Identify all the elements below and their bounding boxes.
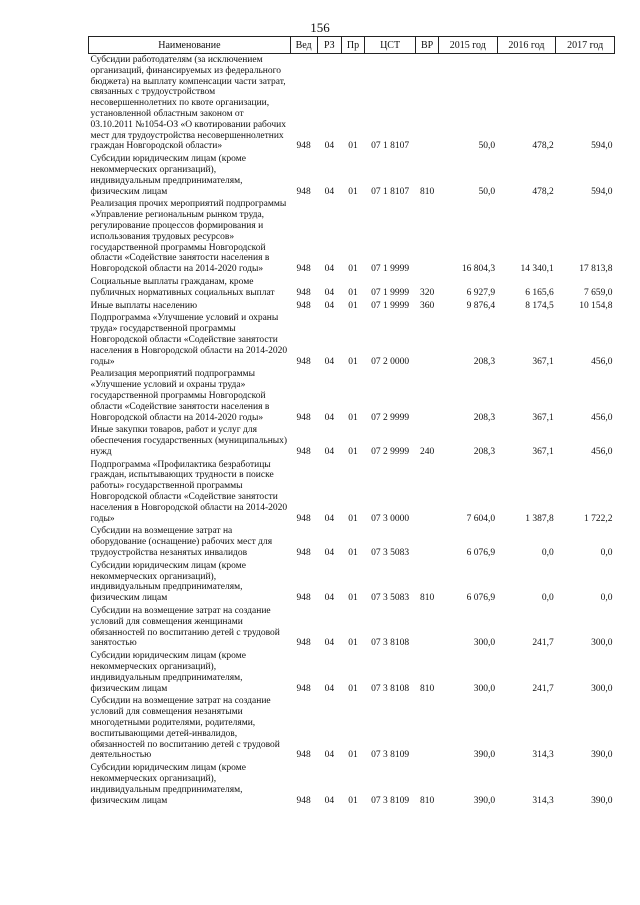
row-pr: 01: [348, 412, 358, 423]
row-name: Субсидии на возмещение затрат на оборудование (оснащение) рабочих мест для трудоустройства незанятых инвалидов: [90, 526, 273, 559]
table-row: [89, 762, 615, 807]
row-cst: 07 1 9999: [371, 264, 410, 275]
row-vr: [416, 312, 439, 368]
row-value-2017: 10 154,8: [579, 300, 613, 311]
row-rz: 04: [324, 750, 335, 761]
row-value-2015: 9 876,4: [466, 300, 496, 311]
row-pr: 01: [348, 638, 358, 649]
row-value-2015: 208,3: [473, 356, 496, 367]
row-value-2017: 594,0: [591, 186, 613, 197]
row-value-2015: 390,0: [473, 795, 496, 806]
row-name: Реализация прочих мероприятий подпрограммы «Управление региональным рынком труда, регулирование процессов формирования и использования трудовых ресурсов» государственной программы Новгородской области «Содействие занятости населения в Новгородской области на 2014-2020 годы»: [90, 199, 287, 275]
row-value-2016: 0,0: [541, 593, 554, 604]
row-cst: 07 3 8108: [371, 683, 410, 694]
row-vr: [416, 198, 439, 276]
row-vr: [416, 605, 439, 650]
table-row: [89, 368, 615, 424]
row-vr: [416, 368, 439, 424]
header-2016: 2016 год: [497, 37, 556, 54]
row-name: Субсидии работодателям (за исключением организаций, финансируемых из федерального бюджета) на выплату компенсации части затрат, связанных с трудоустройством несовершеннолетних по квоте организации, установленной областным законом от 03.10.2011 №1054-ОЗ «О квотировании рабочих мест для трудоустройства несовершеннолетних граждан Новгородской области»: [90, 55, 286, 152]
table-row: [89, 560, 615, 605]
table-row: [89, 650, 615, 695]
table-row: [89, 695, 615, 762]
row-vr: 360: [419, 300, 435, 311]
row-cst: 07 3 8108: [371, 638, 410, 649]
row-value-2016: 367,1: [532, 356, 554, 367]
row-pr: 01: [348, 264, 358, 275]
row-rz: 04: [324, 683, 335, 694]
row-name: Подпрограмма «Улучшение условий и охраны труда» государственной программы Новгородской области «Содействие занятости населения в Новгородской области на 2014-2020 годы»: [90, 313, 288, 367]
row-ved: 948: [296, 300, 311, 311]
header-2015: 2015 год: [438, 37, 497, 54]
row-rz: 04: [324, 412, 335, 423]
row-name: Иные выплаты населению: [90, 300, 198, 311]
row-value-2017: 300,0: [591, 683, 613, 694]
row-value-2016: 367,1: [532, 446, 554, 457]
table-body: [89, 54, 615, 808]
row-value-2015: 6 076,9: [466, 593, 496, 604]
row-name: Субсидии на возмещение затрат на создание условий для совмещения незанятыми многодетными родителями, родителями, воспитывающими детей-инвалидов, обязанностей по воспитанию детей с трудовой деятельностью: [90, 696, 280, 761]
row-vr: 240: [419, 446, 435, 457]
row-value-2017: 0,0: [600, 593, 613, 604]
row-ved: 948: [296, 683, 311, 694]
row-value-2017: 390,0: [591, 795, 613, 806]
row-value-2017: 7 659,0: [584, 287, 613, 298]
row-cst: 07 1 8107: [371, 186, 410, 197]
row-vr: 320: [419, 287, 435, 298]
row-value-2017: 594,0: [591, 141, 613, 152]
row-ved: 948: [296, 795, 311, 806]
header-pr: Пр: [342, 37, 365, 54]
table-row: [89, 312, 615, 368]
header-vr: ВР: [416, 37, 439, 54]
row-ved: 948: [296, 513, 311, 524]
row-vr: 810: [419, 795, 435, 806]
row-value-2015: 50,0: [478, 141, 496, 152]
row-value-2015: 300,0: [473, 683, 496, 694]
table-row: [89, 459, 615, 526]
row-rz: 04: [324, 186, 335, 197]
header-name: Наименование: [89, 37, 291, 54]
header-cst: ЦСТ: [364, 37, 415, 54]
row-value-2016: 6 165,6: [525, 287, 554, 298]
row-rz: 04: [324, 593, 335, 604]
row-ved: 948: [296, 186, 311, 197]
row-vr: [416, 695, 439, 762]
row-value-2016: 241,7: [532, 683, 554, 694]
row-value-2017: 0,0: [600, 548, 613, 559]
row-cst: 07 3 8109: [371, 750, 410, 761]
page-number: 156: [310, 20, 330, 35]
row-value-2015: 208,3: [473, 446, 496, 457]
row-value-2017: 456,0: [591, 446, 613, 457]
row-vr: [416, 525, 439, 559]
row-rz: 04: [324, 356, 335, 367]
row-pr: 01: [348, 141, 358, 152]
row-cst: 07 2 9999: [371, 412, 410, 423]
row-ved: 948: [296, 750, 311, 761]
row-pr: 01: [348, 186, 358, 197]
row-value-2015: 7 604,0: [466, 513, 496, 524]
table-row: [89, 198, 615, 276]
row-value-2015: 208,3: [473, 412, 496, 423]
row-value-2015: 16 804,3: [461, 264, 496, 275]
row-rz: 04: [324, 264, 335, 275]
row-cst: 07 1 9999: [371, 300, 410, 311]
row-cst: 07 2 9999: [371, 446, 410, 457]
table-row: [89, 525, 615, 559]
row-pr: 01: [348, 750, 358, 761]
row-cst: 07 3 5083: [371, 548, 410, 559]
table-row: [89, 300, 615, 313]
row-pr: 01: [348, 795, 358, 806]
row-value-2016: 314,3: [532, 750, 554, 761]
row-cst: 07 2 0000: [371, 356, 410, 367]
row-cst: 07 3 8109: [371, 795, 410, 806]
row-name: Субсидии юридическим лицам (кроме некоммерческих организаций), индивидуальным предпринимателям, физическим лицам: [90, 651, 246, 694]
row-rz: 04: [324, 795, 335, 806]
row-rz: 04: [324, 513, 335, 524]
header-ved: Вед: [290, 37, 317, 54]
row-value-2015: 390,0: [473, 750, 496, 761]
row-value-2015: 6 927,9: [466, 287, 496, 298]
row-pr: 01: [348, 593, 358, 604]
row-value-2015: 50,0: [478, 186, 496, 197]
row-name: Иные закупки товаров, работ и услуг для обеспечения государственных (муниципальных) нужд: [90, 425, 288, 457]
row-ved: 948: [296, 412, 311, 423]
row-value-2016: 241,7: [532, 638, 554, 649]
row-value-2015: 300,0: [473, 638, 496, 649]
row-vr: 810: [419, 683, 435, 694]
row-value-2016: 314,3: [532, 795, 554, 806]
table-row: [89, 424, 615, 458]
row-ved: 948: [296, 287, 311, 298]
table-row: [89, 605, 615, 650]
row-value-2017: 456,0: [591, 356, 613, 367]
row-rz: 04: [324, 446, 335, 457]
row-cst: 07 3 5083: [371, 593, 410, 604]
row-name: Реализация мероприятий подпрограммы «Улучшение условий и охраны труда» государственной программы Новгородской области «Содействие занятости населения в Новгородской области на 2014-2020 годы»: [90, 369, 270, 423]
table-header-row: [89, 37, 615, 54]
row-vr: [416, 459, 439, 526]
row-rz: 04: [324, 638, 335, 649]
row-name: Субсидии юридическим лицам (кроме некоммерческих организаций), индивидуальным предпринимателям, физическим лицам: [90, 560, 246, 604]
row-ved: 948: [296, 264, 311, 275]
table-row: [89, 153, 615, 198]
row-vr: 810: [419, 186, 435, 197]
row-name: Субсидии юридическим лицам (кроме некоммерческих организаций), индивидуальным предпринимателям, физическим лицам: [90, 154, 246, 197]
row-ved: 948: [296, 356, 311, 367]
row-pr: 01: [348, 683, 358, 694]
row-pr: 01: [348, 356, 358, 367]
row-ved: 948: [296, 141, 311, 152]
row-rz: 04: [324, 548, 335, 559]
header-rz: РЗ: [317, 37, 342, 54]
row-name: Социальные выплаты гражданам, кроме публичных нормативных социальных выплат: [90, 276, 275, 298]
row-pr: 01: [348, 513, 358, 524]
row-value-2016: 367,1: [532, 412, 554, 423]
row-rz: 04: [324, 287, 335, 298]
row-ved: 948: [296, 446, 311, 457]
row-value-2017: 456,0: [591, 412, 613, 423]
budget-table: [88, 36, 615, 807]
row-rz: 04: [324, 141, 335, 152]
row-value-2016: 478,2: [532, 186, 554, 197]
row-pr: 01: [348, 548, 358, 559]
table-row: [89, 54, 615, 154]
row-value-2016: 478,2: [532, 141, 554, 152]
table-row: [89, 276, 615, 300]
row-rz: 04: [324, 300, 335, 311]
row-vr: [416, 54, 439, 154]
row-value-2016: 8 174,5: [525, 300, 554, 311]
row-value-2016: 0,0: [541, 548, 554, 559]
row-cst: 07 1 9999: [371, 287, 410, 298]
row-ved: 948: [296, 548, 311, 559]
row-value-2016: 1 387,8: [525, 513, 554, 524]
row-value-2017: 1 722,2: [584, 513, 613, 524]
row-value-2015: 6 076,9: [466, 548, 496, 559]
row-ved: 948: [296, 593, 311, 604]
row-cst: 07 3 0000: [371, 513, 410, 524]
row-value-2017: 390,0: [591, 750, 613, 761]
row-value-2016: 14 340,1: [520, 264, 554, 275]
row-value-2017: 300,0: [591, 638, 613, 649]
row-name: Подпрограмма «Профилактика безработицы граждан, испытывающих трудности в поиске работы» государственной программы Новгородской области «Содействие занятости населения в Новгородской области на 2014-2020 годы»: [90, 459, 288, 524]
row-ved: 948: [296, 638, 311, 649]
row-name: Субсидии юридическим лицам (кроме некоммерческих организаций), индивидуальным предпринимателям, физическим лицам: [90, 763, 246, 806]
header-2017: 2017 год: [556, 37, 615, 54]
row-pr: 01: [348, 287, 358, 298]
row-cst: 07 1 8107: [371, 141, 410, 152]
row-value-2017: 17 813,8: [579, 264, 613, 275]
row-name: Субсидии на возмещение затрат на создание условий для совмещения женщинами обязанностей по воспитанию детей с трудовой занятостью: [90, 606, 280, 649]
row-vr: 810: [419, 593, 435, 604]
row-pr: 01: [348, 446, 358, 457]
row-pr: 01: [348, 300, 358, 311]
